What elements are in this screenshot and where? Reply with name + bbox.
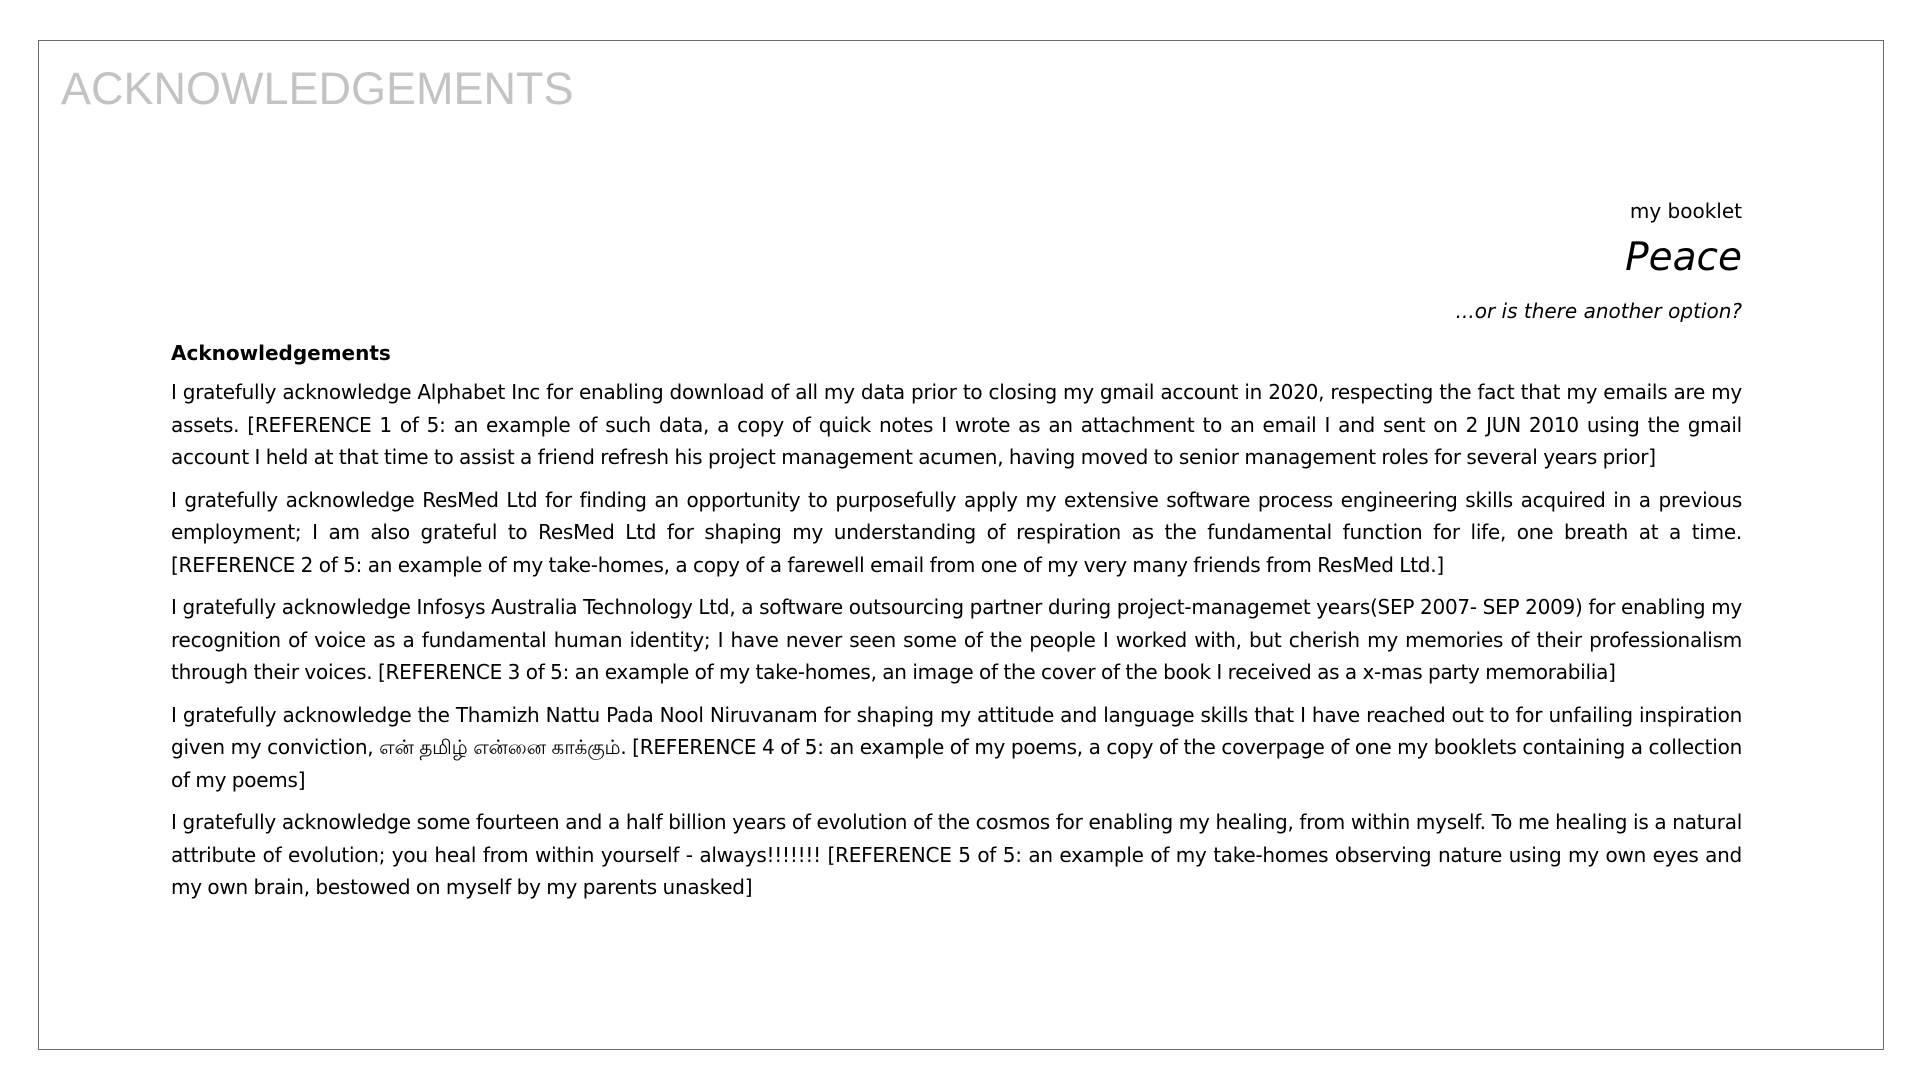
acknowledgements-content bbox=[171, 198, 1742, 904]
acknowledgement-paragraph-infosys: I gratefully acknowledge Infosys Australia Technology Ltd, a software outsourcing partner during project-managemet years(SEP 2007- SEP 2009) for enabling my recognition of voice as a fundamental human identity; I have never seen some of the people I worked with, but cherish my memories of their professionalism through their voices. [REFERENCE 3 of 5: an example of my take-homes, an image of the cover of the book I received as a x-mas party memorabilia] bbox=[171, 595, 1742, 684]
booklet-title: Peace bbox=[1625, 235, 1742, 280]
booklet-label: my booklet bbox=[1629, 199, 1742, 223]
acknowledgement-paragraph-thamizh: I gratefully acknowledge the Thamizh Nattu Pada Nool Niruvanam for shaping my attitude and language skills that I have reached out to for unfailing inspiration given my conviction, என் தமிழ் என்னை காக்கும். [REFERENCE 4 of 5: an example of my poems, a copy of the coverpage of one my booklets containing a collection of my poems] bbox=[171, 702, 1742, 792]
acknowledgement-paragraph-cosmos: I gratefully acknowledge some fourteen and a half billion years of evolution of the cosmos for enabling my healing, from within myself. To me healing is a natural attribute of evolution; you heal from within yourself - always!!!!!!! [REFERENCE 5 of 5: an example of my take-homes observing nature using my own eyes and my own brain, bestowed on myself by my parents unasked] bbox=[171, 810, 1742, 899]
page-title: ACKNOWLEDGEMENTS bbox=[61, 63, 574, 114]
slide-frame bbox=[38, 40, 1884, 1050]
acknowledgement-paragraph-resmed: I gratefully acknowledge ResMed Ltd for finding an opportunity to purposefully apply my extensive software process engineering skills acquired in a previous employment; I am also grateful to ResMed Ltd for shaping my understanding of respiration as the fundamental function for life, one breath at a time. [REFERENCE 2 of 5: an example of my take-homes, a copy of a farewell email from one of my very many friends from ResMed Ltd.] bbox=[171, 487, 1742, 577]
section-heading: Acknowledgements bbox=[171, 341, 391, 365]
booklet-subtitle: ...or is there another option? bbox=[1455, 299, 1742, 323]
acknowledgement-paragraph-alphabet: I gratefully acknowledge Alphabet Inc for enabling download of all my data prior to closing my gmail account in 2020, respecting the fact that my emails are my assets. [REFERENCE 1 of 5: an example of such data, a copy of quick notes I wrote as an attachment to an email I and sent on 2 JUN 2010 using the gmail account I held at that time to assist a friend refresh his project management acumen, having moved to senior management roles for several years prior] bbox=[171, 380, 1742, 469]
